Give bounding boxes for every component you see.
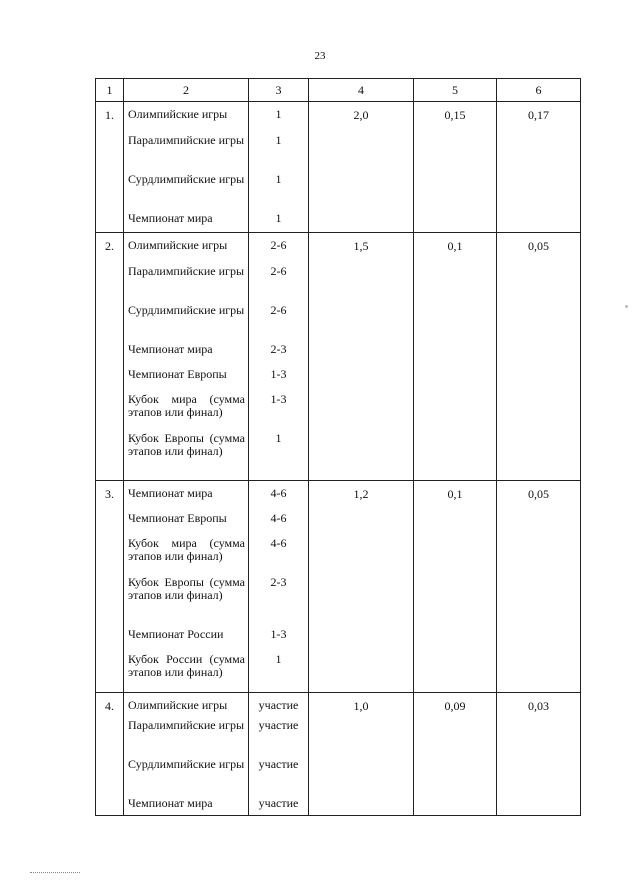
table-row: [96, 693, 581, 816]
place-value: 1: [275, 108, 282, 121]
competition-name: Чемпионат мира: [128, 797, 213, 810]
header-cell: 3: [249, 79, 309, 102]
table-row: [96, 102, 581, 233]
row-number: 1.: [96, 102, 124, 233]
competition-name: Паралимпийские игры: [128, 134, 245, 147]
place-value: 1: [275, 134, 282, 147]
place-value: 1-3: [270, 628, 287, 641]
competition-name: Паралимпийские игры: [128, 719, 245, 732]
coefficient-4: 1,5: [309, 233, 414, 481]
coefficient-6: 0,03: [497, 693, 581, 816]
page-number: 23: [314, 50, 326, 62]
competition-name: Кубок Европы (сумма этапов или финал): [128, 576, 245, 602]
header-cell: 6: [497, 79, 581, 102]
scan-speck: [625, 305, 628, 308]
competition-name: Паралимпийские игры: [128, 265, 245, 278]
competition-list: [124, 693, 249, 816]
competition-name: Кубок России (сумма этапов или финал): [128, 653, 245, 679]
competition-list: [124, 233, 249, 481]
place-list: [249, 102, 309, 233]
place-value: 1-3: [270, 368, 287, 381]
place-value: 2-6: [270, 265, 287, 278]
place-value: 1: [275, 212, 282, 225]
header-cell: 1: [96, 79, 124, 102]
place-value: 1: [275, 432, 282, 445]
place-value: участие: [258, 699, 299, 712]
place-value: участие: [258, 797, 299, 810]
competition-name: Сурдлимпийские игры: [128, 304, 245, 317]
place-value: 1-3: [270, 393, 287, 406]
competition-name: Сурдлимпийские игры: [128, 758, 245, 771]
competition-name: Чемпионат Европы: [128, 512, 227, 525]
table-row: [96, 233, 581, 481]
competition-name: Олимпийские игры: [128, 699, 228, 712]
place-list: [249, 233, 309, 481]
header-cell: 2: [124, 79, 249, 102]
header-cell: 5: [414, 79, 497, 102]
coefficient-5: 0,1: [414, 233, 497, 481]
coefficient-5: 0,15: [414, 102, 497, 233]
table-row: [96, 481, 581, 693]
place-value: 4-6: [270, 537, 287, 550]
criteria-table: [95, 78, 581, 816]
coefficient-4: 1,2: [309, 481, 414, 693]
coefficient-5: 0,1: [414, 481, 497, 693]
coefficient-6: 0,05: [497, 481, 581, 693]
place-value: 4-6: [270, 487, 287, 500]
place-value: 2-6: [270, 239, 287, 252]
place-value: 4-6: [270, 512, 287, 525]
place-value: 1: [275, 653, 282, 666]
competition-name: Чемпионат мира: [128, 343, 213, 356]
coefficient-4: 2,0: [309, 102, 414, 233]
competition-name: Чемпионат Европы: [128, 368, 227, 381]
place-value: 2-3: [270, 576, 287, 589]
competition-list: [124, 102, 249, 233]
row-number: 4.: [96, 693, 124, 816]
coefficient-6: 0,17: [497, 102, 581, 233]
competition-name: Чемпионат мира: [128, 487, 213, 500]
row-number: 2.: [96, 233, 124, 481]
competition-name: Чемпионат России: [128, 628, 224, 641]
competition-name: Кубок мира (сумма этапов или финал): [128, 537, 245, 563]
coefficient-4: 1,0: [309, 693, 414, 816]
place-list: [249, 693, 309, 816]
competition-name: Кубок Европы (сумма этапов или финал): [128, 432, 245, 458]
place-list: [249, 481, 309, 693]
competition-name: Чемпионат мира: [128, 212, 213, 225]
competition-list: [124, 481, 249, 693]
competition-name: Олимпийские игры: [128, 239, 228, 252]
place-value: 2-6: [270, 304, 287, 317]
coefficient-5: 0,09: [414, 693, 497, 816]
competition-name: Олимпийские игры: [128, 108, 228, 121]
footer-divider: [30, 872, 80, 873]
place-value: 2-3: [270, 343, 287, 356]
row-number: 3.: [96, 481, 124, 693]
coefficient-6: 0,05: [497, 233, 581, 481]
place-value: 1: [275, 173, 282, 186]
competition-name: Сурдлимпийские игры: [128, 173, 245, 186]
header-cell: 4: [309, 79, 414, 102]
header-row: [96, 79, 581, 102]
place-value: участие: [258, 758, 299, 771]
place-value: участие: [258, 719, 299, 732]
competition-name: Кубок мира (сумма этапов или финал): [128, 393, 245, 419]
